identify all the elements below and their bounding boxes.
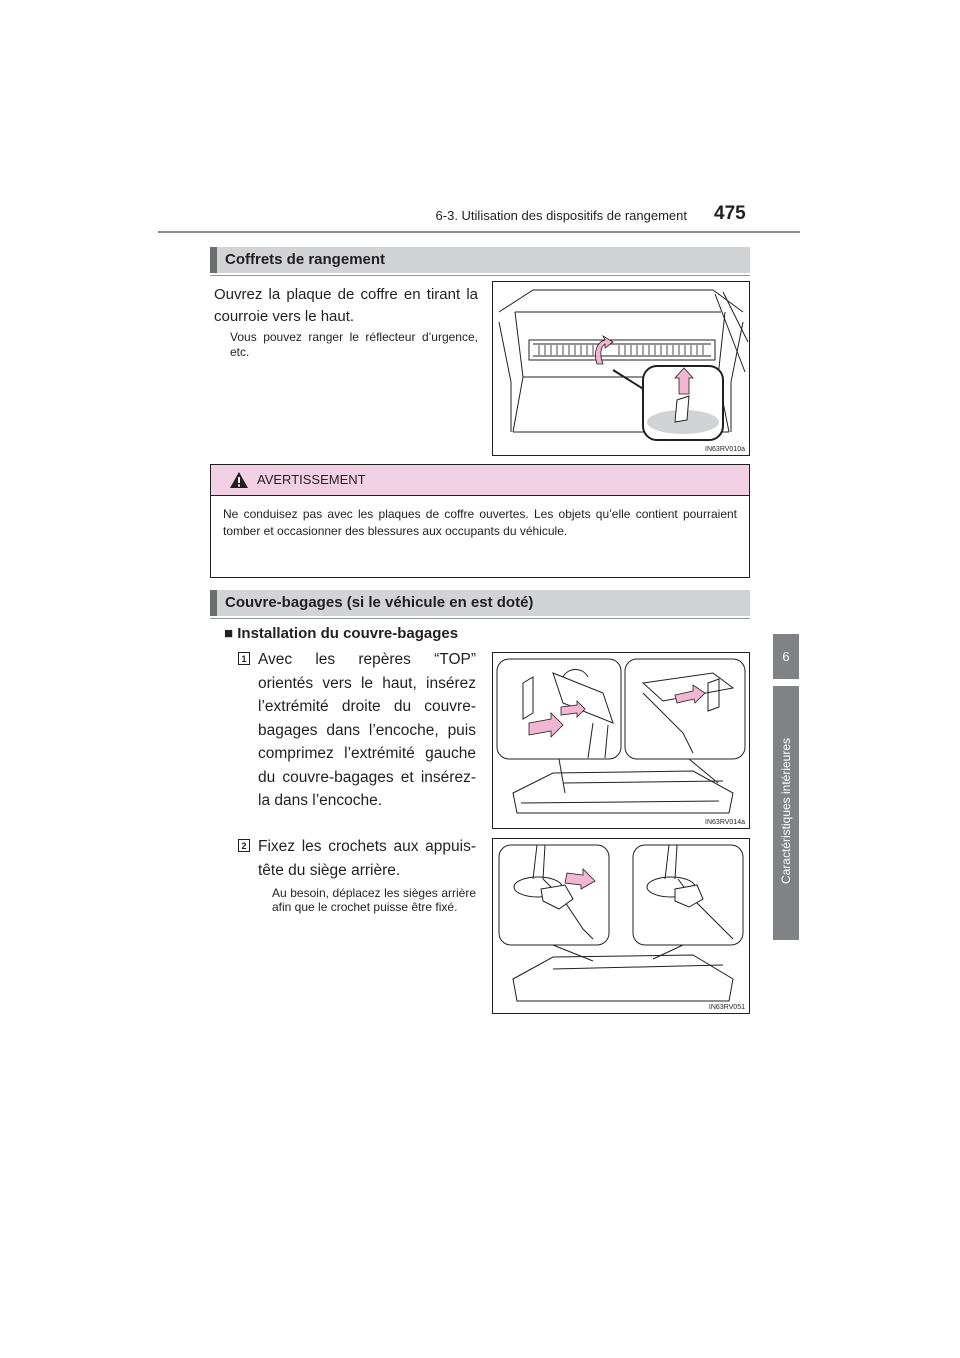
page-number: 475 (714, 203, 746, 224)
figure-code: IN63RV014a (705, 819, 745, 826)
step-2-text: Fixez les crochets aux appuis-tête du siège arrière. (258, 838, 476, 879)
step-2-note: Au besoin, déplacez les sièges arrière afin que le crochet puisse être fixé. (272, 886, 476, 914)
storage-board-illustration (492, 281, 750, 456)
warning-icon (229, 471, 249, 489)
hook-attach-drawing (493, 839, 749, 1013)
storage-note: Vous pouvez ranger le réflecteur d’urgence, etc. (230, 330, 478, 359)
section-rule (210, 618, 750, 619)
warning-heading: AVERTISSEMENT (257, 472, 366, 487)
square-bullet-icon: ■ (224, 625, 234, 642)
section-title-tonneau: Couvre-bagages (si le véhicule en est doté) (210, 590, 750, 616)
chapter-tab (773, 686, 799, 940)
hook-attach-illustration (492, 838, 750, 1014)
step-1-text: Avec les repères “TOP” orientés vers le haut, insérez l’extrémité droite du couvre-bagages dans l’encoche, puis comprimez l’extrémité gauche du couvre-bagages et insérez-la dans l’encoche. (258, 651, 476, 809)
subheading (224, 624, 458, 644)
warning-box (210, 464, 750, 578)
warning-text: Ne conduisez pas avec les plaques de coffre ouvertes. Les objets qu’elle contient pourraient tomber et occasionner des blessures aux occupants du véhicule. (223, 507, 737, 538)
subheading-text: Installation du couvre-bagages (237, 625, 459, 642)
section-title-storage: Coffrets de rangement (210, 247, 750, 273)
chapter-tab-number: 6 (773, 634, 799, 679)
header-rule (158, 231, 800, 233)
storage-instruction: Ouvrez la plaque de coffre en tirant la courroie vers le haut. (214, 286, 478, 325)
tonneau-install-drawing (493, 653, 749, 828)
chapter-tab-title: Caractéristiques intérieures (779, 737, 793, 885)
step-number-badge: 2 (238, 839, 250, 852)
step-number-badge: 1 (238, 652, 250, 665)
warning-header (211, 465, 749, 496)
figure-code: IN63RV051 (708, 1004, 745, 1011)
tonneau-install-illustration (492, 652, 750, 829)
figure-code: IN63RV010a (705, 446, 745, 453)
running-header-section: 6-3. Utilisation des dispositifs de rangement (435, 208, 687, 223)
section-rule (210, 275, 750, 276)
storage-board-drawing (493, 282, 749, 455)
